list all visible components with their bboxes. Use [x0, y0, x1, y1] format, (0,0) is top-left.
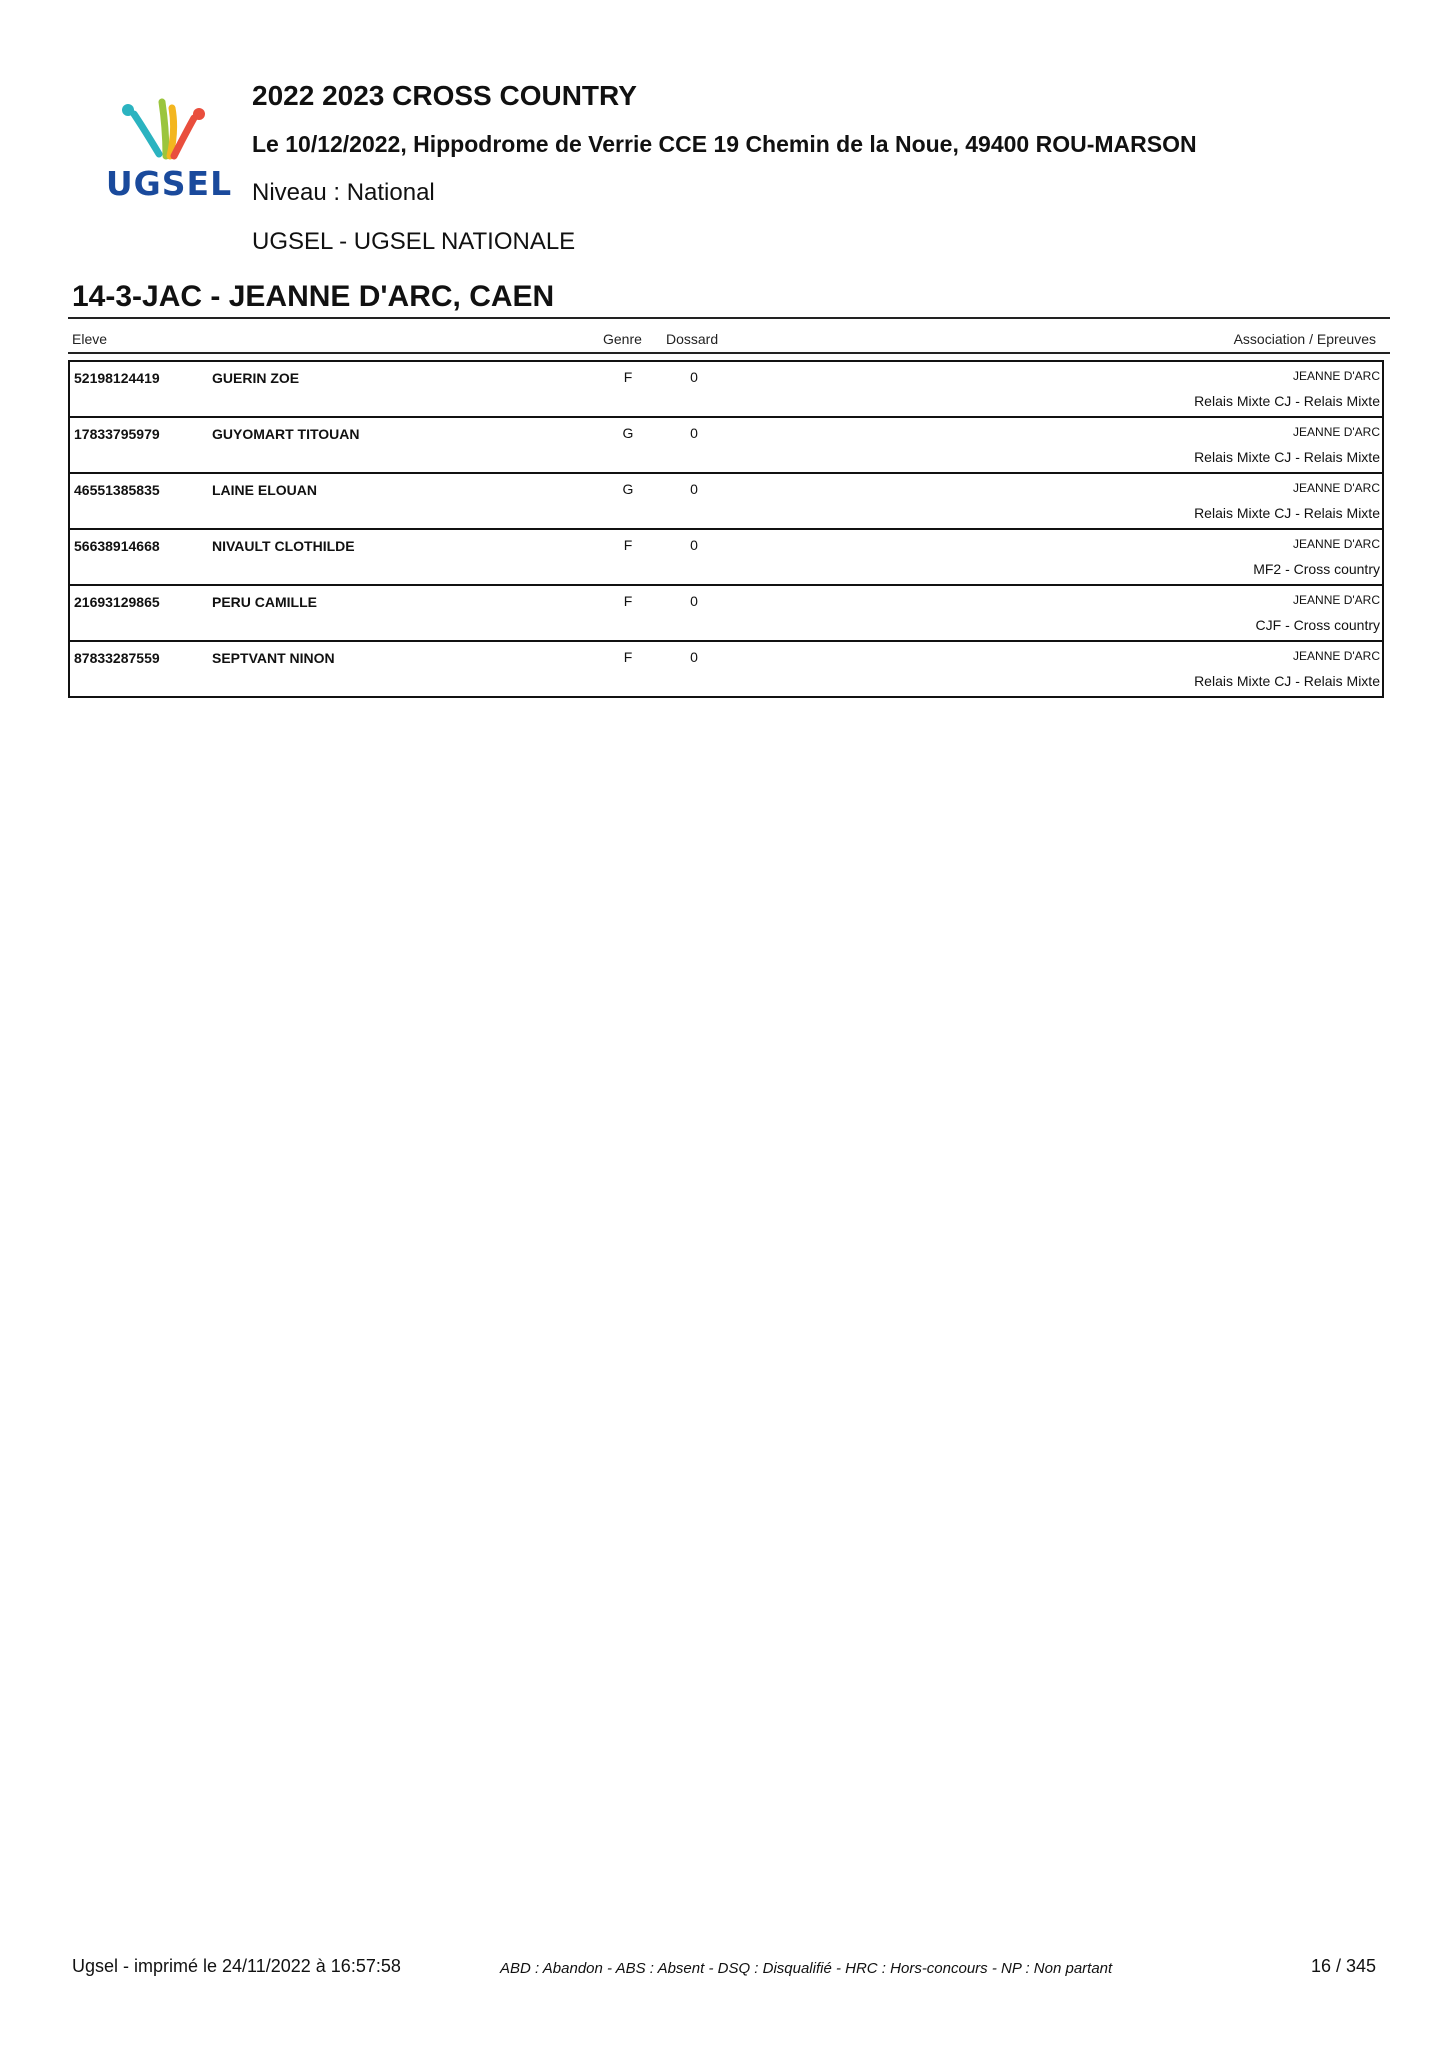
student-epreuve: Relais Mixte CJ - Relais Mixte — [1194, 673, 1380, 689]
student-name: SEPTVANT NINON — [212, 650, 335, 666]
column-header-association: Association / Epreuves — [1233, 331, 1376, 347]
student-association: JEANNE D'ARC — [1293, 369, 1380, 383]
student-dossard: 0 — [690, 649, 698, 665]
student-association: JEANNE D'ARC — [1293, 425, 1380, 439]
student-epreuve: Relais Mixte CJ - Relais Mixte — [1194, 393, 1380, 409]
page-title: 2022 2023 CROSS COUNTRY — [252, 80, 637, 111]
student-epreuve: MF2 - Cross country — [1253, 561, 1380, 577]
page-number: 16 / 345 — [1310, 1956, 1376, 1976]
student-dossard: 0 — [690, 593, 698, 609]
footer-legend: ABD : Abandon - ABS : Absent - DSQ : Disqualifié - HRC : Hors-concours - NP : Non partant — [500, 1960, 1113, 1977]
table-row — [70, 474, 1382, 530]
student-id: 52198124419 — [74, 370, 160, 386]
student-genre: F — [623, 537, 633, 553]
student-name: NIVAULT CLOTHILDE — [212, 538, 355, 554]
student-association: JEANNE D'ARC — [1293, 481, 1380, 495]
student-association: JEANNE D'ARC — [1293, 593, 1380, 607]
table-row — [70, 530, 1382, 586]
level-label: Niveau : National — [252, 179, 435, 206]
student-genre: F — [623, 369, 633, 385]
table-row — [70, 362, 1382, 418]
student-genre: F — [623, 593, 633, 609]
student-name: GUYOMART TITOUAN — [212, 426, 360, 442]
student-epreuve: CJF - Cross country — [1255, 617, 1380, 633]
organization-label: UGSEL - UGSEL NATIONALE — [252, 228, 576, 255]
student-dossard: 0 — [690, 369, 698, 385]
student-id: 56638914668 — [74, 538, 160, 554]
column-header-dossard: Dossard — [666, 331, 719, 347]
student-epreuve: Relais Mixte CJ - Relais Mixte — [1194, 449, 1380, 465]
student-association: JEANNE D'ARC — [1293, 537, 1380, 551]
student-name: GUERIN ZOE — [212, 370, 300, 386]
table-row — [70, 418, 1382, 474]
ugsel-logo — [104, 94, 234, 206]
student-id: 87833287559 — [74, 650, 160, 666]
student-id: 46551385835 — [74, 482, 160, 498]
column-header-eleve: Eleve — [72, 331, 108, 347]
student-dossard: 0 — [690, 425, 698, 441]
student-id: 21693129865 — [74, 594, 160, 610]
logo-text: UGSEL — [105, 164, 233, 203]
event-details: Le 10/12/2022, Hippodrome de Verrie CCE 19 Chemin de la Noue, 49400 ROU-MARSON — [252, 131, 1197, 157]
student-dossard: 0 — [690, 537, 698, 553]
student-name: PERU CAMILLE — [212, 594, 317, 610]
header-divider — [68, 352, 1390, 354]
student-genre: G — [622, 425, 634, 441]
logo-figures-icon — [104, 94, 234, 174]
student-id: 17833795979 — [74, 426, 160, 442]
students-table — [68, 360, 1384, 698]
student-dossard: 0 — [690, 481, 698, 497]
column-header-genre: Genre — [603, 331, 642, 347]
section-title: 14-3-JAC - JEANNE D'ARC, CAEN — [72, 280, 555, 313]
section-divider — [68, 317, 1390, 319]
student-epreuve: Relais Mixte CJ - Relais Mixte — [1194, 505, 1380, 521]
student-name: LAINE ELOUAN — [212, 482, 317, 498]
footer-printed-info: Ugsel - imprimé le 24/11/2022 à 16:57:58 — [72, 1956, 401, 1976]
student-genre: G — [622, 481, 634, 497]
student-association: JEANNE D'ARC — [1293, 649, 1380, 663]
student-genre: F — [623, 649, 633, 665]
table-row — [70, 642, 1382, 696]
table-row — [70, 586, 1382, 642]
